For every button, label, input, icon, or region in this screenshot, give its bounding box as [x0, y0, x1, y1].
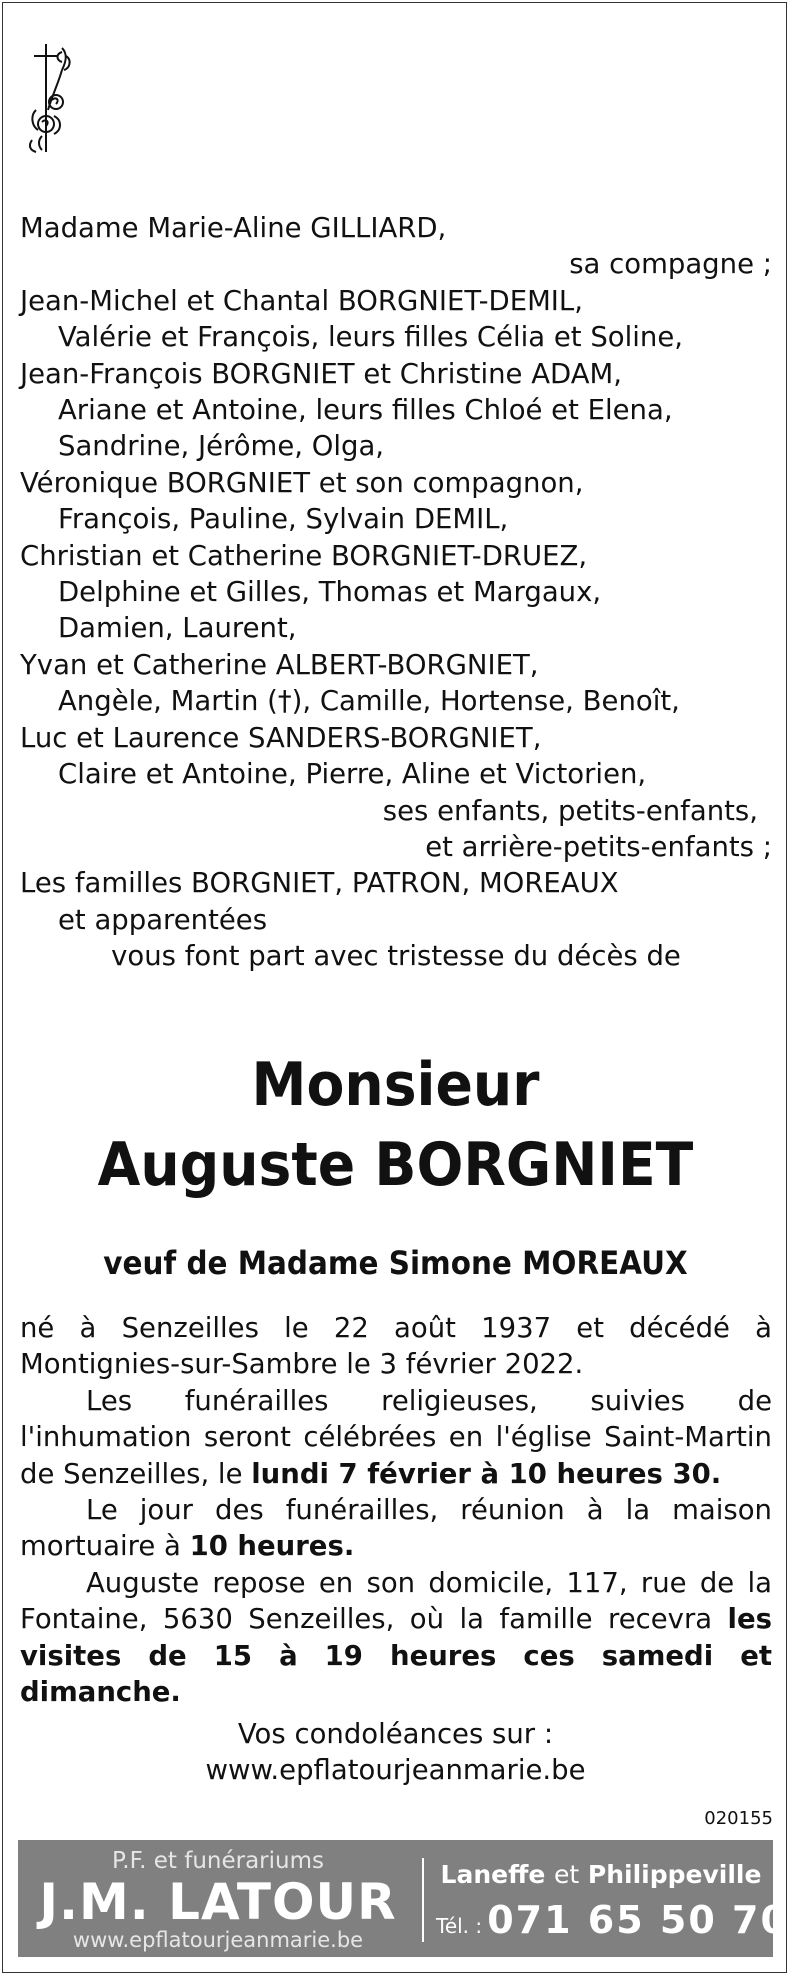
- grandchild-line: Angèle, Martin (†), Camille, Hortense, Benoît,: [58, 685, 680, 718]
- spouse-role: sa compagne ;: [569, 248, 772, 281]
- phone-label: Tél. :: [436, 1914, 483, 1938]
- birth-death: né à Senzeilles le 22 août 1937 et décédé à Montignies-sur-Sambre le 3 février 2022.: [20, 1312, 772, 1381]
- town-laneffe: Laneffe: [440, 1860, 546, 1889]
- grandchild-line: Valérie et François, leurs filles Célia et Soline,: [58, 321, 683, 354]
- grandchildren-role: et arrière-petits-enfants ;: [425, 830, 772, 863]
- funeral-home-banner: [18, 1840, 789, 1957]
- children-role: ses enfants, petits-enfants,: [382, 794, 758, 827]
- repose-paragraph: Auguste repose en son domicile, 117, rue de la Fontaine, 5630 Senzeilles, où la famille recevra les visites de 15 à 19 heures ces samedi et dimanche.: [20, 1566, 772, 1709]
- child-line: Jean-Michel et Chantal BORGNIET-DEMIL,: [20, 284, 583, 317]
- families-line: et apparentées: [58, 903, 268, 936]
- funeral-paragraph: Les funérailles religieuses, suivies de l'inhumation seront célébrées en l'église Saint-Martin de Senzeilles, le lundi 7 février à 10 heures 30.: [20, 1384, 772, 1490]
- condolences-link[interactable]: www.epflatourjeanmarie.be: [205, 1754, 586, 1787]
- grandchild-line: Delphine et Gilles, Thomas et Margaux,: [58, 576, 602, 609]
- child-line: Véronique BORGNIET et son compagnon,: [20, 466, 584, 499]
- families-line: Les familles BORGNIET, PATRON, MOREAUX: [20, 867, 619, 900]
- grandchild-line: Sandrine, Jérôme, Olga,: [58, 430, 385, 463]
- meeting-paragraph: Le jour des funérailles, réunion à la maison mortuaire à 10 heures.: [20, 1494, 772, 1563]
- meeting-time: 10 heures.: [189, 1530, 355, 1563]
- widow-of: veuf de Madame Simone MOREAUX: [103, 1244, 688, 1282]
- announcement: vous font part avec tristesse du décès de: [111, 940, 681, 973]
- banner-divider: [422, 1858, 424, 1942]
- child-line: Luc et Laurence SANDERS-BORGNIET,: [20, 721, 542, 754]
- town-philippeville: Philippeville: [587, 1860, 762, 1889]
- deceased-name: Auguste BORGNIET: [97, 1130, 694, 1200]
- funeral-date: lundi 7 février à 10 heures 30.: [251, 1457, 722, 1490]
- grandchild-line: Ariane et Antoine, leurs filles Chloé et Elena,: [58, 394, 673, 427]
- child-line: Yvan et Catherine ALBERT-BORGNIET,: [20, 648, 539, 681]
- child-line: Jean-François BORGNIET et Christine ADAM,: [20, 357, 622, 390]
- deceased-honorific: Monsieur: [251, 1050, 540, 1120]
- funeral-details: [20, 1310, 772, 1710]
- grandchild-line: François, Pauline, Sylvain DEMIL,: [58, 503, 509, 536]
- family-block: [20, 210, 772, 975]
- grandchild-line: Claire et Antoine, Pierre, Aline et Victorien,: [58, 758, 647, 791]
- cross-with-roses-icon: [22, 40, 86, 156]
- phone-number[interactable]: 071 65 50 70: [487, 1898, 789, 1942]
- child-line: Christian et Catherine BORGNIET-DRUEZ,: [20, 539, 588, 572]
- banner-website[interactable]: www.epflatourjeanmarie.be: [72, 1928, 364, 1952]
- grandchild-line: Damien, Laurent,: [58, 612, 297, 645]
- banner-locations: Laneffe et Philippeville: [440, 1860, 762, 1889]
- condolences-label: Vos condoléances sur :: [237, 1718, 554, 1750]
- banner-phone: [436, 1898, 789, 1942]
- spouse-name: Madame Marie-Aline GILLIARD,: [20, 212, 447, 244]
- condolences: [0, 1716, 791, 1789]
- brand-logo: J.M. LATOUR: [39, 1873, 397, 1931]
- reference-number: 020155: [704, 1808, 773, 1829]
- banner-subtitle: P.F. et funérariums: [112, 1848, 324, 1874]
- visit-hours: les visites de 15 à 19 heures ces samedi et dimanche.: [20, 1603, 772, 1709]
